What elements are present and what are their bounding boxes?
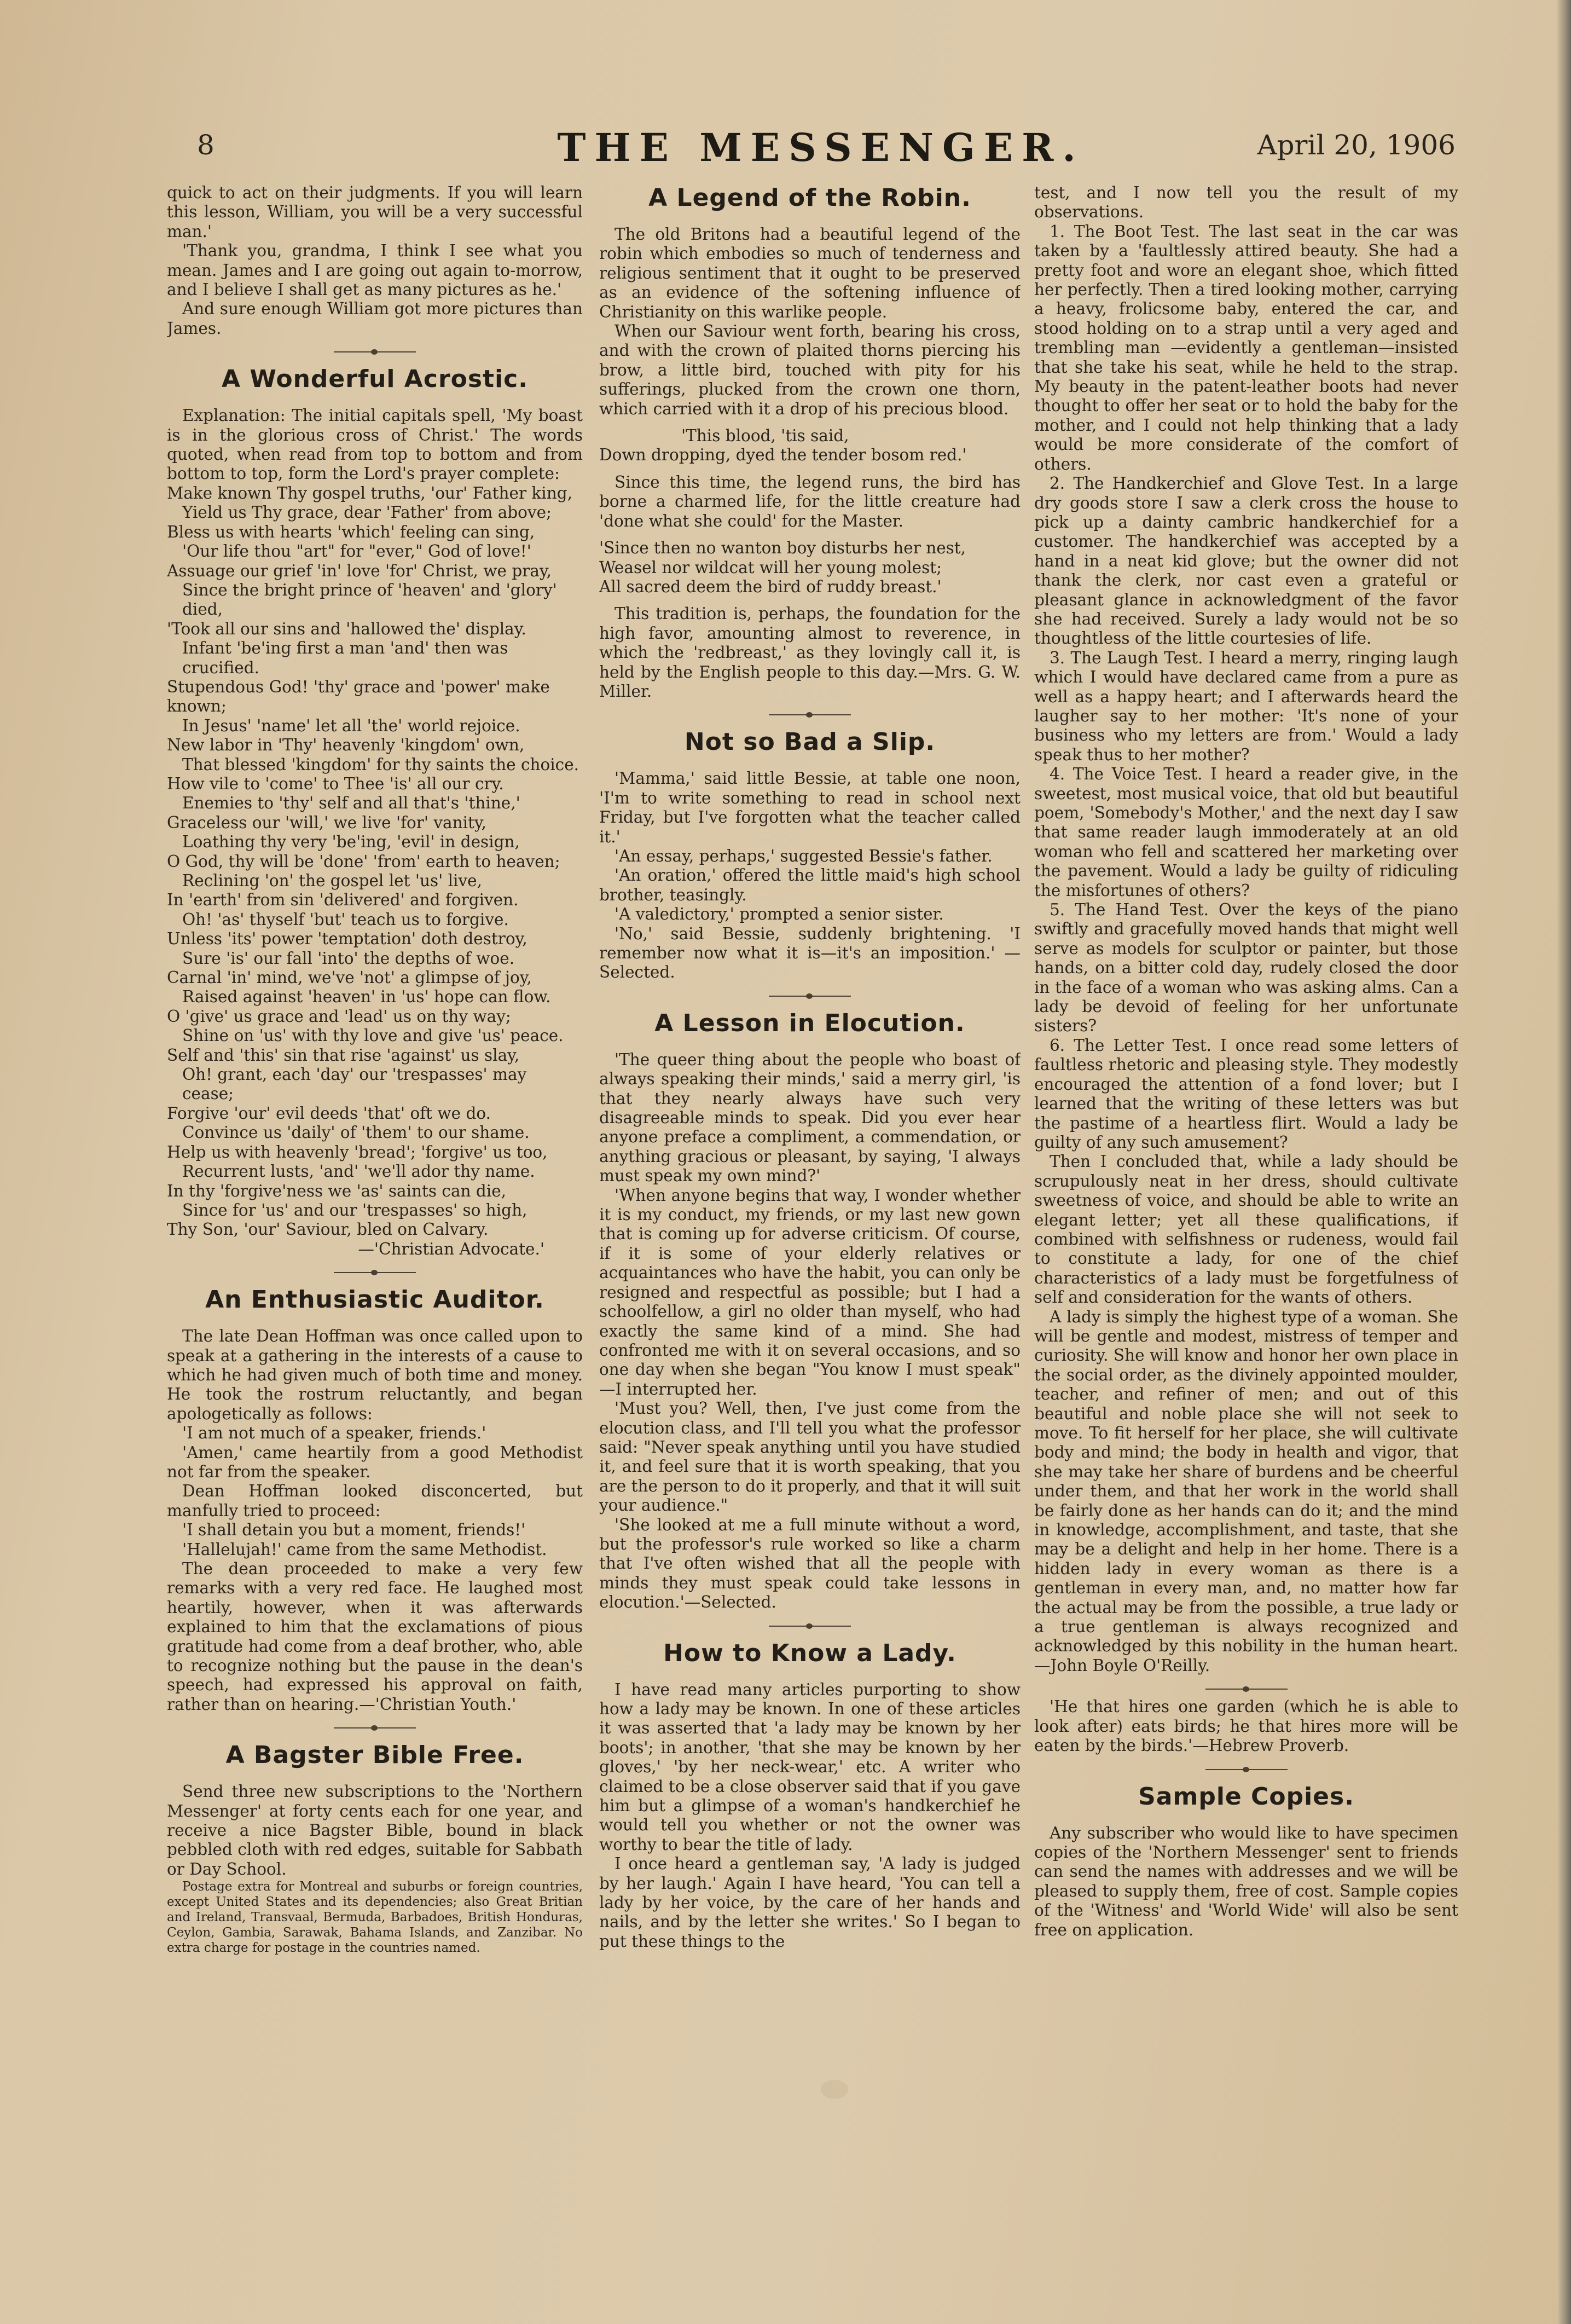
acrostic-line: O God, thy will be 'done' 'from' earth to heaven; [167,852,560,871]
acrostic-line: 'Took all our sins and 'hallowed the' display. [167,619,526,638]
acrostic-line: That blessed 'kingdom' for thy saints the choice. [182,755,579,774]
acrostic-line: Oh! 'as' thyself 'but' teach us to forgive. [182,910,509,929]
lady-paragraph: 4. The Voice Test. I heard a reader give, in the sweetest, most musical voice, that old but beautiful poem, 'Somebody's Mother,' and the next day I saw that same reader laugh immoderately at an old woman who fell and scattered her marketing over the pavement. Would a lady be guilty of ridiculing the misfortunes of others? [1034,765,1458,900]
robin-paragraph: Since this time, the legend runs, the bird has borne a charmed life, for the little creature had 'done what she could' for the Master. [599,472,1021,530]
acrostic-line: In 'earth' from sin 'delivered' and forgiven. [167,891,519,910]
acrostic-line: How vile to 'come' to Thee 'is' all our cry. [167,774,504,793]
elocution-paragraph: 'When anyone begins that way, I wonder whether it is my conduct, my friends, or my last new gown that is coming up for adverse criticism. Of course, if it is some of your elderly relatives or acquaintances who have the habit, you can only be resigned and respectful as possible; but I had a schoolfellow, a girl no older than myself, who had exactly the same kind of a mind. She had confronted me with it on several occasions, and so one day when she began "You know I must speak" —I interrupted her. [599,1186,1021,1398]
acrostic-line: Unless 'its' power 'temptation' doth destroy, [167,929,527,949]
robin-paragraph: The old Britons had a beautiful legend of the robin which embodies so much of tenderness and religious sentiment that it ought to be preserved as an evidence of the softening influence of Christianity on this warlike people. [599,225,1021,321]
acrostic-explanation: Explanation: The initial capitals spell, 'My boast is in the glorious cross of Christ.' The words quoted, when read from top to bottom and from bottom to top, form the Lord's prayer complete: [167,406,583,483]
section-separator [1205,1769,1288,1770]
column-2 [599,183,1021,2263]
lady-paragraph: test, and I now tell you the result of my observations. [1034,183,1458,222]
section-separator [334,351,416,352]
acrostic-line: Graceless our 'will,' we live 'for' vanity, [167,813,487,832]
slip-paragraph: 'Mamma,' said little Bessie, at table one noon, 'I'm to write something to read in school next Friday, but I've forgotten what the teacher called it.' [599,769,1021,846]
acrostic-line: Recurrent lusts, 'and' 'we'll ador thy name. [182,1162,535,1181]
slip-paragraph: 'An essay, perhaps,' suggested Bessie's father. [615,846,993,865]
section-separator [334,1272,416,1273]
acrostic-line: Assuage our grief 'in' love 'for' Christ, we pray, [167,561,552,580]
verse-line: Weasel nor wildcat will her young molest; [599,558,942,577]
robin-paragraph: When our Saviour went forth, bearing his cross, and with the crown of plaited thorns piercing his brow, a little bird, touched with pity for his sufferings, plucked from the crown one thorn, which carried with it a drop of his precious blood. [599,322,1021,418]
acrostic-line: Stupendous God! 'thy' grace and 'power' make known; [167,677,550,716]
auditor-paragraph: Dean Hoffman looked disconcerted, but manfully tried to proceed: [167,1482,583,1520]
article-title-slip: Not so Bad a Slip. [684,728,936,756]
acrostic-line: Oh! grant, each 'day' our 'trespasses' may cease; [182,1065,527,1103]
acrostic-line: O 'give' us grace and 'lead' us on thy way; [167,1007,511,1026]
verse-line: 'This blood, 'tis said, [681,426,849,446]
article-title-robin: A Legend of the Robin. [648,184,971,212]
article-title-bagster: A Bagster Bible Free. [225,1741,524,1770]
acrostic-line: In Jesus' 'name' let all 'the' world rejoice. [182,716,520,735]
lady-paragraph: 1. The Boot Test. The last seat in the car was taken by a 'faultlessly attired beauty. She had a pretty foot and wore an elegant shoe, which fitted her perfectly. Then a tired looking mother, carrying a heavy, frolicsome baby, entered the car, and stood holding on to a strap until a very aged and trembling man —evidently a gentleman—insisted that she take his seat, while he held to the strap. My beauty in the patent-leather boots had never thought to offer her seat or to hold the baby for the mother, and I could not help thinking that a lady would be more considerate of the comfort of others. [1034,222,1458,473]
verse-line: All sacred deem the bird of ruddy breast.' [599,577,942,596]
acrostic-line: Reclining 'on' the gospel let 'us' live, [182,871,482,890]
lady-paragraph: 5. The Hand Test. Over the keys of the piano swiftly and gracefully moved hands that might well serve as models for sculptor or painter, but those hands, on a bitter cold day, rudely closed the door in the face of a woman who was asking alms. Can a lady be devoid of feeling for her unfortunate sisters? [1034,900,1458,1036]
bagster-offer: Send three new subscriptions to the 'Northern Messenger' at forty cents each for one year, and receive a nice Bagster Bible, bound in black pebbled cloth with red edges, suitable for Sabbath or Day School. [167,1782,583,1878]
acrostic-line: Loathing thy very 'be'ing, 'evil' in design, [182,833,520,852]
robin-verse [599,426,1021,465]
acrostic-line: Forgive 'our' evil deeds 'that' oft we do. [167,1103,491,1123]
story-continuation: 'Thank you, grandma, I think I see what you mean. James and I are going out again to-morrow, and I believe I shall get as many pictures as he.' [167,241,583,299]
masthead [186,125,1456,174]
story-continuation: quick to act on their judgments. If you will learn this lesson, William, you will be a very successful man.' [167,183,583,241]
lady-paragraph: 3. The Laugh Test. I heard a merry, ringing laugh which I would have declared came from a pure as well as a happy heart; and I afterwards heard the laugher say to her mother: 'It's none of your business who my letters are from.' Would a lady speak thus to her mother? [1034,648,1458,764]
acrostic-line: Bless us with hearts 'which' feeling can sing, [167,522,535,541]
article-title-auditor: An Enthusiastic Auditor. [205,1286,544,1314]
page-number: 8 [197,129,215,161]
story-continuation: And sure enough William got more pictures than James. [167,299,583,338]
acrostic-line: Make known Thy gospel truths, 'our' Father king, [167,483,573,502]
article-title-elocution: A Lesson in Elocution. [654,1009,965,1037]
lady-paragraph: I once heard a gentleman say, 'A lady is judged by her laugh.' Again I have heard, 'You can tell a lady by her voice, by the care of her hands and nails, and by the letter she writes.' So I began to put these things to the [599,1854,1021,1951]
acrostic-line: Since the bright prince of 'heaven' and 'glory' died, [182,580,557,619]
auditor-paragraph: 'Amen,' came heartily from a good Methodist not far from the speaker. [167,1443,583,1481]
auditor-paragraph: 'I am not much of a speaker, friends.' [182,1424,486,1443]
section-separator [769,996,851,997]
acrostic-line: Enemies to 'thy' self and all that's 'thine,' [182,794,520,813]
lady-paragraph: I have read many articles purporting to show how a lady may be known. In one of these articles it was asserted that 'a lady may be known by her boots'; in another, 'that she may be known by her gloves,' 'by her neck-wear,' etc. A writer who claimed to be a close observer said that if you gave him but a glimpse of a woman's handkerchief he would tell you whether or not the owner was worthy to bear the title of lady. [599,1680,1021,1854]
acrostic-line: 'Our life thou "art" for "ever," God of love!' [182,542,531,561]
sample-copies-body: Any subscriber who would like to have specimen copies of the 'Northern Messenger' sent to friends can send the names with addresses and we will be pleased to supply them, free of cost. Sample copies of the 'Witness' and 'World Wide' will also be sent free on application. [1034,1823,1458,1939]
acrostic-line: Help us with heavenly 'bread'; 'forgive' us too, [167,1142,548,1161]
article-title-sample-copies: Sample Copies. [1138,1782,1354,1811]
auditor-paragraph: 'I shall detain you but a moment, friends!' [182,1521,526,1540]
robin-verse [599,539,1021,597]
acrostic-line: Since for 'us' and our 'trespasses' so high, [182,1200,527,1219]
column-3 [1034,183,1458,2263]
elocution-paragraph: 'She looked at me a full minute without a word, but the professor's rule worked so like a charm that I've often wished that all the people with minds they must speak could take lessons in elocution.'—Selected. [599,1515,1021,1612]
acrostic-line: In thy 'forgive'ness we 'as' saints can die, [167,1181,507,1200]
acrostic-poem [167,484,583,1259]
acrostic-line: Self and 'this' sin that rise 'against' us slay, [167,1045,520,1065]
section-separator [769,1626,851,1627]
verse-line: Down dropping, dyed the tender bosom red.' [599,446,967,465]
page-edge [1557,0,1571,2324]
slip-paragraph: 'An oration,' offered the little maid's high school brother, teasingly. [599,866,1021,904]
column-1 [167,183,583,2263]
acrostic-line: Thy Son, 'our' Saviour, bled on Calvary. [167,1220,489,1239]
hebrew-proverb: 'He that hires one garden (which he is able to look after) eats birds; he that hires more will be eaten by the birds.'—Hebrew Proverb. [1034,1697,1458,1755]
robin-paragraph: This tradition is, perhaps, the foundation for the high favor, amounting almost to reverence, in which the 'redbreast,' as they lovingly call it, is held by the English people to this day.—Mrs. G. W. Miller. [599,604,1021,701]
lady-paragraph: 2. The Handkerchief and Glove Test. In a large dry goods store I saw a clerk cross the house to pick up a dainty cambric handkerchief for a customer. The handkerchief was accepted by a hand in a neat kid glove; but the owner did not thank the clerk, nor cast even a grateful or pleasant glance in acknowledgment of the favor she had received. Surely a lady would not be so thoughtless of the little courtesies of life. [1034,474,1458,648]
bagster-postage-note: Postage extra for Montreal and suburbs or foreign countries, except United States and its dependencies; also Great Britian and Ireland, Transvaal, Bermuda, Barbadoes, British Honduras, Ceylon, Gambia, Sarawak, Bahama Islands, and Zanzibar. No extra charge for postage in the countries named. [167,1880,583,1956]
acrostic-line: Raised against 'heaven' in 'us' hope can flow. [182,987,551,1007]
article-title-acrostic: A Wonderful Acrostic. [222,365,528,394]
article-title-lady: How to Know a Lady. [663,1639,956,1667]
auditor-paragraph: The dean proceeded to make a very few remarks with a very red face. He laughed most heartily, however, when it was afterwards explained to him that the exclamations of pious gratitude had come from a deaf brother, who, able to recognize nothing but the pause in the dean's speech, had expressed his approval on faith, rather than on hearing.—'Christian Youth.' [167,1559,583,1714]
slip-paragraph: 'No,' said Bessie, suddenly brightening. 'I remember now what it is—it's an imposition.' —Selected. [599,924,1021,982]
section-separator [769,714,851,715]
issue-date: April 20, 1906 [1257,129,1456,161]
lady-paragraph: A lady is simply the highest type of a woman. She will be gentle and modest, mistress of temper and curiosity. She will know and honor her own place in the social order, as the divinely appointed moulder, teacher, and refiner of men; and out of this beautiful and noble place she will not seek to move. To fit herself for her place, she will cultivate body and mind; the body in health and vigor, that she may take her share of burdens and be cheerful under them, and that her work in the world shall be fairly done as her hands can do it; and the mind in knowledge, accomplishment, and taste, that she may be a delight and help in her home. There is a hidden lady in every woman as there is a gentleman in every man, and, no matter how far the actual may be from the possible, a true lady or a true gentleman is always recognized and acknowledged by this nobility in the human heart.—John Boyle O'Reilly. [1034,1307,1458,1675]
acrostic-signature: —'Christian Advocate.' [358,1239,544,1258]
lady-paragraph: Then I concluded that, while a lady should be scrupulously neat in her dress, should cultivate sweetness of voice, and should be able to write an elegant letter; yet all these qualifications, if combined with selfishness or rudeness, would fail to constitute a lady, for one of the chief characteristics of a lady must be forgetfulness of self and consideration for the wants of others. [1034,1152,1458,1307]
acrostic-line: New labor in 'Thy' heavenly 'kingdom' own, [167,736,525,755]
paper-title: THE MESSENGER. [557,125,1085,170]
acrostic-line: Carnal 'in' mind, we've 'not' a glimpse of joy, [167,968,532,987]
lady-paragraph: 6. The Letter Test. I once read some letters of faultless rhetoric and pleasing style. They modestly encouraged the attention of a fond lover; but I learned that the writing of these letters was but the pastime of a heartless flirt. Would a lady be guilty of any such amusement? [1034,1036,1458,1152]
section-separator [1205,1689,1288,1690]
slip-paragraph: 'A valedictory,' prompted a senior sister. [615,905,944,924]
auditor-paragraph: 'Hallelujah!' came from the same Methodist. [182,1540,547,1559]
acrostic-line: Infant 'be'ing first a man 'and' then was crucified. [182,639,508,677]
acrostic-line: Yield us Thy grace, dear 'Father' from above; [182,503,552,522]
acrostic-line: Convince us 'daily' of 'them' to our shame. [182,1123,530,1142]
elocution-paragraph: 'The queer thing about the people who boast of always speaking their minds,' said a merry girl, 'is that they nearly always have such very disagreeable minds to speak. Did you ever hear anyone preface a compliment, a commendation, or anything gracious or pleasant, by saying, 'I always must speak my own mind?' [599,1050,1021,1186]
verse-line: 'Since then no wanton boy disturbs her nest, [599,539,966,558]
section-separator [334,1727,416,1728]
acrostic-line: Sure 'is' our fall 'into' the depths of woe. [182,949,515,968]
elocution-paragraph: 'Must you? Well, then, I've just come from the elocution class, and I'll tell you what the professor said: "Never speak anything until you have studied it, and feel sure that it is worth speaking, that you are the person to do it properly, and that it will suit your audience." [599,1399,1021,1515]
acrostic-line: Shine on 'us' with thy love and give 'us' peace. [182,1026,564,1045]
auditor-paragraph: The late Dean Hoffman was once called upon to speak at a gathering in the interests of a cause to which he had given much of both time and money. He took the rostrum reluctantly, and began apologetically as follows: [167,1327,583,1423]
